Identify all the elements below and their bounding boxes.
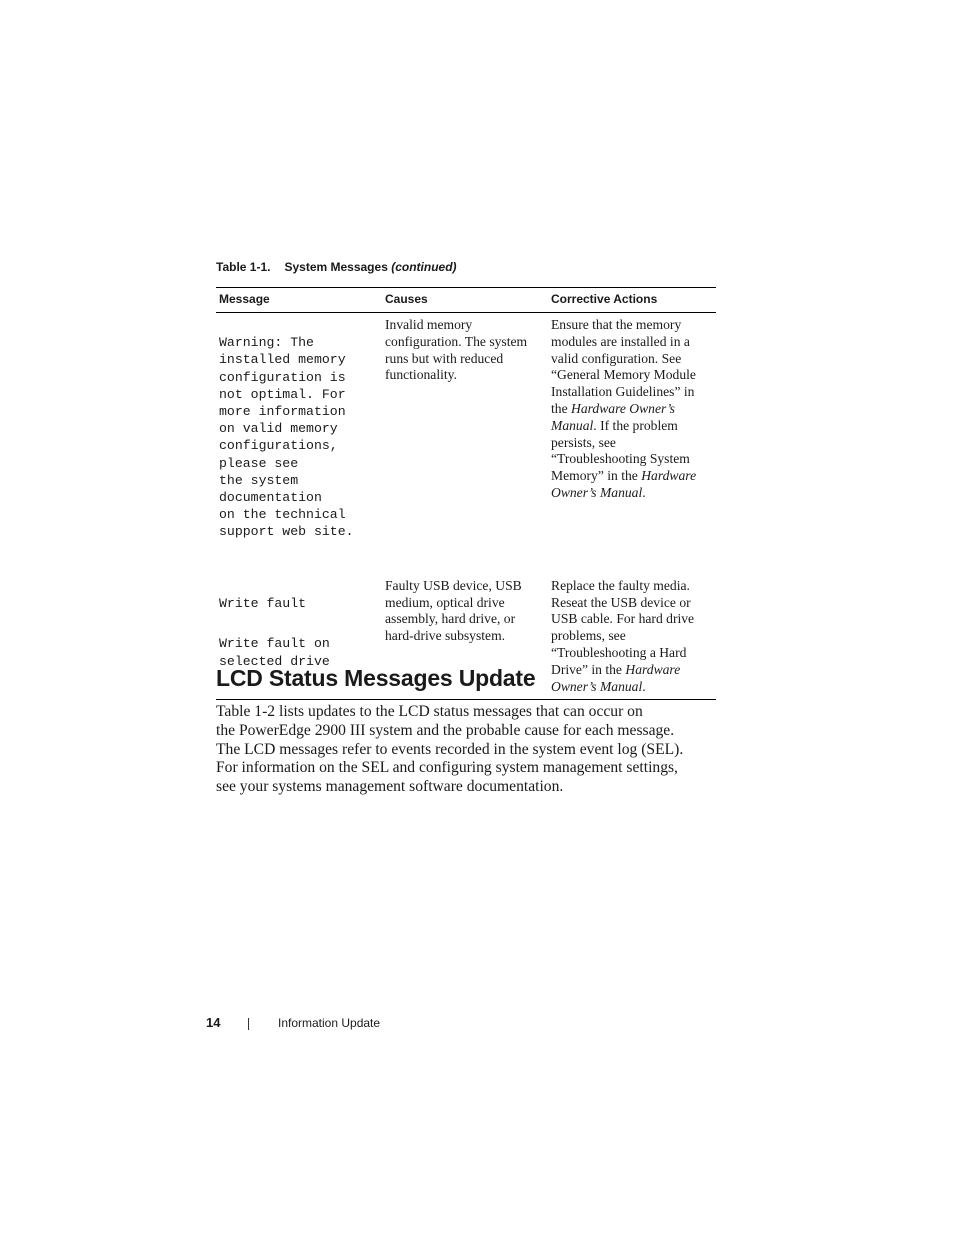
paragraph-line: Table 1-2 lists updates to the LCD status messages that can occur on	[216, 703, 643, 720]
table-number: Table 1-1.	[216, 260, 271, 274]
footer-title: Information Update	[278, 1016, 381, 1030]
action-text: Ensure that the memory modules are installed in a valid configuration. See “General Memory Module Installation Guidelines” in the	[551, 317, 696, 416]
action-text: .	[642, 678, 646, 694]
paragraph-line: For information on the SEL and configuring system management settings,	[216, 759, 678, 777]
header-corrective-actions: Corrective Actions	[548, 288, 716, 313]
paragraph-line: The LCD messages refer to events recorded in the system event log (SEL).	[216, 740, 684, 758]
action-text: . If the problem persists, see “Troubleshooting System Memory” in the	[551, 417, 690, 484]
message-cell	[216, 313, 382, 574]
page-number: 14	[206, 1015, 221, 1030]
paragraph-line: the PowerEdge 2900 III system and the probable cause for each message.	[216, 721, 675, 739]
cause-cell: Invalid memory configuration. The system runs but with reduced functionality.	[385, 317, 528, 383]
action-cell	[548, 313, 716, 574]
footer-divider	[248, 1018, 249, 1030]
table-continued: (continued)	[391, 260, 457, 274]
header-causes: Causes	[382, 288, 548, 313]
header-message: Message	[216, 288, 382, 313]
manual-reference: Hardware Owner’s Manual	[551, 468, 697, 500]
cause-cell: Faulty USB device, USB medium, optical drive assembly, hard drive, or hard-drive subsystem.	[382, 574, 548, 700]
table-caption	[216, 260, 457, 274]
system-messages-table	[216, 287, 716, 700]
manual-reference: Hardware Owner’s Manual	[551, 400, 675, 433]
manual-reference: Hardware Owner’s Manual	[551, 661, 681, 694]
message-text: Write fault	[219, 596, 307, 612]
section-heading: LCD Status Messages Update	[216, 665, 536, 691]
section-paragraph	[216, 703, 716, 797]
table-title: System Messages	[284, 260, 388, 274]
table-row	[216, 313, 716, 574]
table-header-row	[216, 288, 716, 313]
action-cell	[548, 574, 716, 700]
message-text: Write fault on selected drive	[219, 636, 330, 669]
message-text: Warning: The installed memory configuration is not optimal. For more information on valid memory configurations, please see the system documentation on the technical support web site.	[219, 335, 354, 540]
paragraph-line: see your systems management software documentation.	[216, 778, 564, 796]
action-text: .	[642, 484, 646, 500]
action-text: Replace the faulty media. Reseat the USB device or USB cable. For hard drive problems, see “Troubleshooting a Hard Drive” in the	[551, 577, 695, 677]
